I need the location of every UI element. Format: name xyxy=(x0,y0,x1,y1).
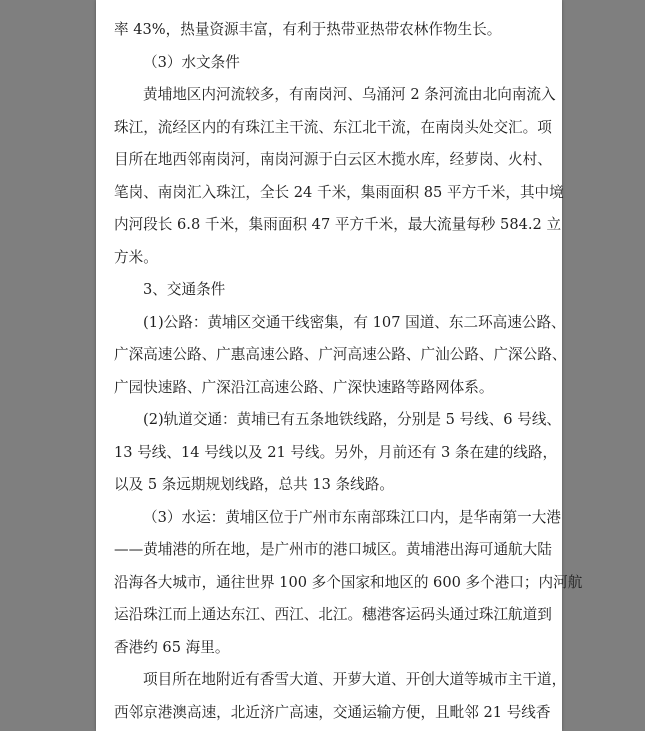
text-line: 西邻京港澳高速，北近济广高速，交通运输方便，且毗邻 21 号线香 xyxy=(114,703,551,721)
text-line: 内河段长 6.8 千米，集雨面积 47 平方千米，最大流量每秒 584.2 立 xyxy=(114,216,562,233)
text-line: 沿海各大城市，通往世界 100 多个国家和地区的 600 多个港口；内河航 xyxy=(114,573,583,591)
text-line: 3、交通条件 xyxy=(143,281,226,298)
text-line: 香港约 65 海里。 xyxy=(114,638,230,656)
text-line: （3）水运：黄埔区位于广州市东南部珠江口内，是华南第一大港 xyxy=(143,508,561,526)
text-line: 目所在地西邻南岗河，南岗河源于白云区木揽水库，经萝岗、火村、 xyxy=(114,151,552,168)
text-line: 珠江，流经区内的有珠江主干流、东江北干流，在南岗头处交汇。项 xyxy=(114,118,552,136)
text-line: ——黄埔港的所在地，是广州市的港口城区。黄埔港出海可通航大陆 xyxy=(114,541,552,558)
document-page xyxy=(96,0,583,731)
text-line: 项目所在地附近有香雪大道、开萝大道、开创大道等城市主干道， xyxy=(143,671,567,688)
text-line: (2)轨道交通：黄埔已有五条地铁线路，分别是 5 号线、6 号线、 xyxy=(143,411,562,428)
text-line: 广园快速路、广深沿江高速公路、广深快速路等路网体系。 xyxy=(114,378,494,396)
text-line: 以及 5 条远期规划线路，总共 13 条线路。 xyxy=(114,476,394,493)
text-line: 方米。 xyxy=(114,248,158,266)
text-line: 广深高速公路、广惠高速公路、广河高速公路、广汕公路、广深公路、 xyxy=(114,346,567,363)
text-line: (1)公路：黄埔区交通干线密集，有 107 国道、东二环高速公路、 xyxy=(143,313,566,331)
text-line: （3）水文条件 xyxy=(143,53,240,71)
document-body xyxy=(114,14,583,729)
text-line: 运沿珠江而上通达东江、西江、北江。穗港客运码头通过珠江航道到 xyxy=(114,606,552,623)
text-line: 率 43%，热量资源丰富，有利于热带亚热带农林作物生长。 xyxy=(114,21,502,38)
text-line: 13 号线、14 号线以及 21 号线。另外，月前还有 3 条在建的线路， xyxy=(114,443,558,461)
text-line: 黄埔地区内河流较多，有南岗河、乌涌河 2 条河流由北向南流入 xyxy=(143,86,556,103)
text-line: 笔岗、南岗汇入珠江，全长 24 千米，集雨面积 85 平方千米，其中境 xyxy=(114,183,564,201)
